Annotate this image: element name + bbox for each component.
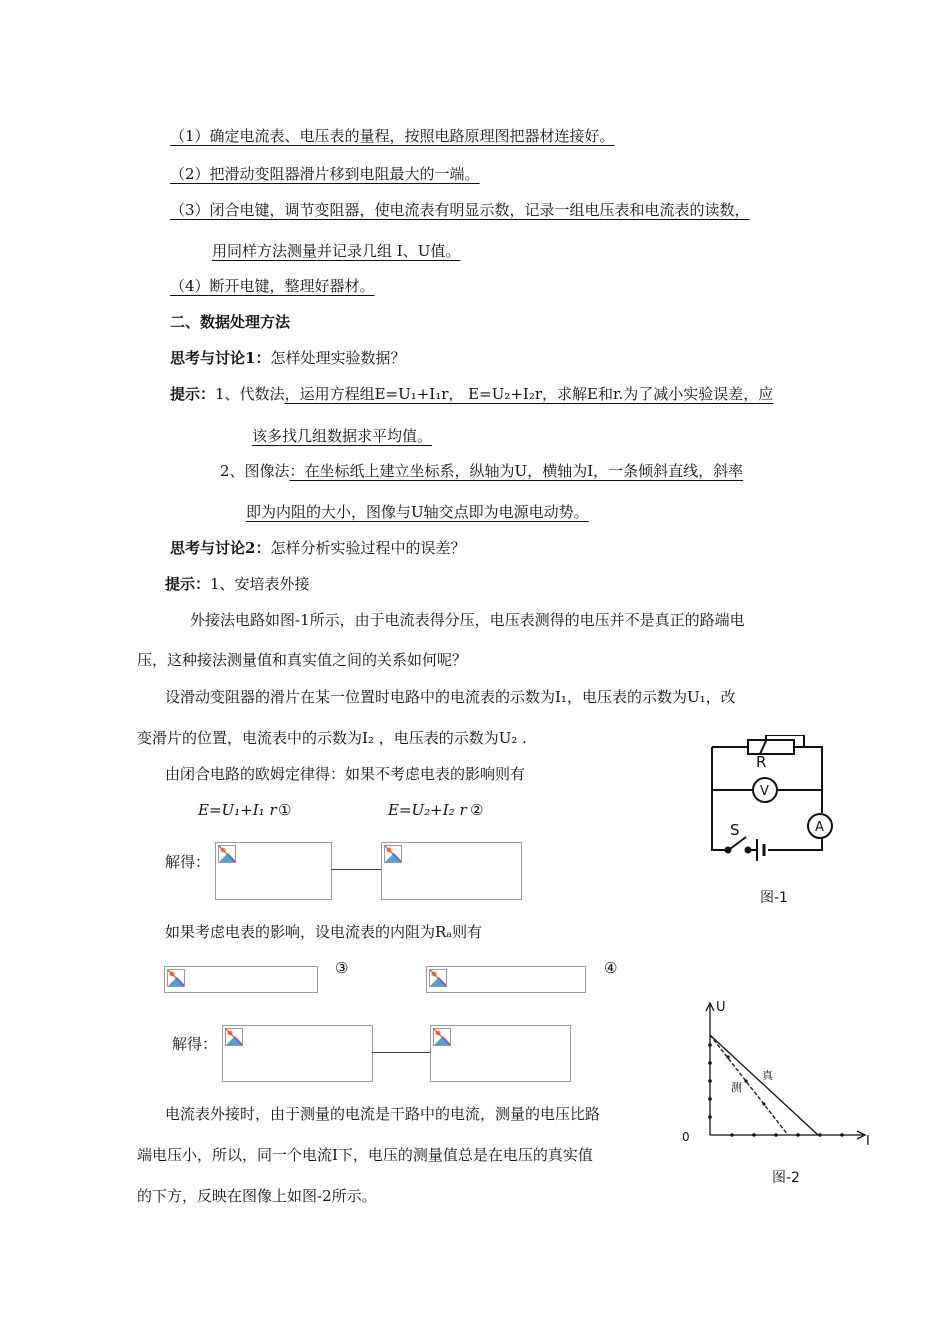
hint-algebra-continued: 该多找几组数据求平均值。 [252,427,433,445]
step-1: （1）确定电流表、电压表的量程，按照电路原理图把器材连接好。 [170,127,615,145]
discussion-1 [170,348,405,368]
formula-image-placeholder [164,966,318,993]
solve-label-2: 解得： [172,1035,218,1053]
formula-image-placeholder [426,966,586,993]
solve-label-1: 解得： [165,853,211,871]
formula-image-placeholder [222,1025,373,1082]
figure-1-caption: 图-1 [760,890,788,906]
i-axis-label: I [866,1134,870,1149]
hint-graph-text: ：在坐标纸上建立坐标系，纵轴为U，横轴为I，一条倾斜直线，斜率 [289,462,744,480]
formula-image-placeholder [215,842,332,900]
step-3: （3）闭合电键，调节变阻器，使电流表有明显示数，记录一组电压表和电流表的读数， [170,201,750,219]
broken-image-icon [218,845,236,863]
equation-4-number: ④ [604,959,618,977]
paragraph-5-line-1: 电流表外接时，由于测量的电流是干路中的电流，测量的电压比路 [165,1105,601,1123]
connector-line [331,869,381,870]
hint-ammeter [165,574,310,594]
paragraph-1-line-2: 压，这种接法测量值和真实值之间的关系如何呢？ [137,651,468,669]
circuit-diagram [700,735,850,865]
ammeter-label: A [815,820,824,835]
broken-image-icon [429,969,447,987]
formula-image-placeholder [381,842,522,900]
paragraph-2-line-2: 变滑片的位置，电流表中的示数为I₂ ，电压表的示数为U₂ . [137,729,527,747]
hint-ammeter-text: 1、安培表外接 [210,575,310,593]
ui-graph [670,995,885,1150]
figure-2-caption: 图-2 [772,1170,800,1186]
paragraph-3: 由闭合电路的欧姆定律得：如果不考虑电表的影响则有 [165,765,526,783]
discussion-1-text: 怎样处理实验数据？ [270,349,406,367]
section-title: 二、数据处理方法 [170,313,291,331]
hint-algebra [170,384,773,404]
paragraph-2-line-1: 设滑动变阻器的滑片在某一位置时电路中的电流表的示数为I₁，电压表的示数为U₁，改 [165,688,736,706]
connector-line [372,1052,430,1053]
hint-label: 提示： [170,385,216,403]
broken-image-icon [167,969,185,987]
u-axis-label: U [716,1000,726,1015]
true-line-label: 真 [762,1069,773,1082]
equation-1-number: ① [278,801,292,819]
hint-graph-prefix: 2、图像法 [220,462,290,480]
step-2: （2）把滑动变阻器滑片移到电阻最大的一端。 [170,165,480,183]
paragraph-5-line-3: 的下方，反映在图像上如图-2所示。 [137,1187,377,1205]
step-4: （4）断开电键，整理好器材。 [170,277,375,295]
discussion-2 [170,538,465,558]
equation-1: E=U₁+I₁ r [198,801,277,819]
switch-label: S [730,821,740,839]
origin-label: 0 [682,1130,690,1144]
hint-graph [220,461,743,481]
broken-image-icon [384,845,402,863]
equation-2-number: ② [470,801,484,819]
paragraph-1-line-1: 外接法电路如图-1所示，由于电流表得分压，电压表测得的电压并不是真正的路端电 [190,611,745,629]
paragraph-4: 如果考虑电表的影响，设电流表的内阻为Rₐ则有 [165,923,483,941]
broken-image-icon [225,1028,243,1046]
step-3-continued: 用同样方法测量并记录几组 I、U值。 [212,242,461,260]
paragraph-5-line-2: 端电压小，所以，同一个电流I下，电压的测量值总是在电压的真实值 [137,1146,593,1164]
equation-2: E=U₂+I₂ r [388,801,467,819]
discussion-2-label: 思考与讨论2： [170,539,271,557]
hint-algebra-prefix: 1、代数法 [215,385,285,403]
voltmeter-label: V [760,784,769,799]
discussion-1-label: 思考与讨论1： [170,349,271,367]
equation-3-number: ③ [335,959,349,977]
hint-graph-continued: 即为内阻的大小，图像与U轴交点即为电源电动势。 [246,503,589,521]
discussion-2-text: 怎样分析实验过程中的误差？ [270,539,466,557]
formula-image-placeholder [430,1025,571,1082]
hint-algebra-text: ，运用方程组E=U₁+I₁r， E=U₂+I₂r，求解E和r.为了减小实验误差，应 [284,385,774,403]
measured-line-label: 测 [731,1081,742,1094]
resistor-label: R [756,753,767,771]
hint-ammeter-label: 提示： [165,575,211,593]
broken-image-icon [433,1028,451,1046]
